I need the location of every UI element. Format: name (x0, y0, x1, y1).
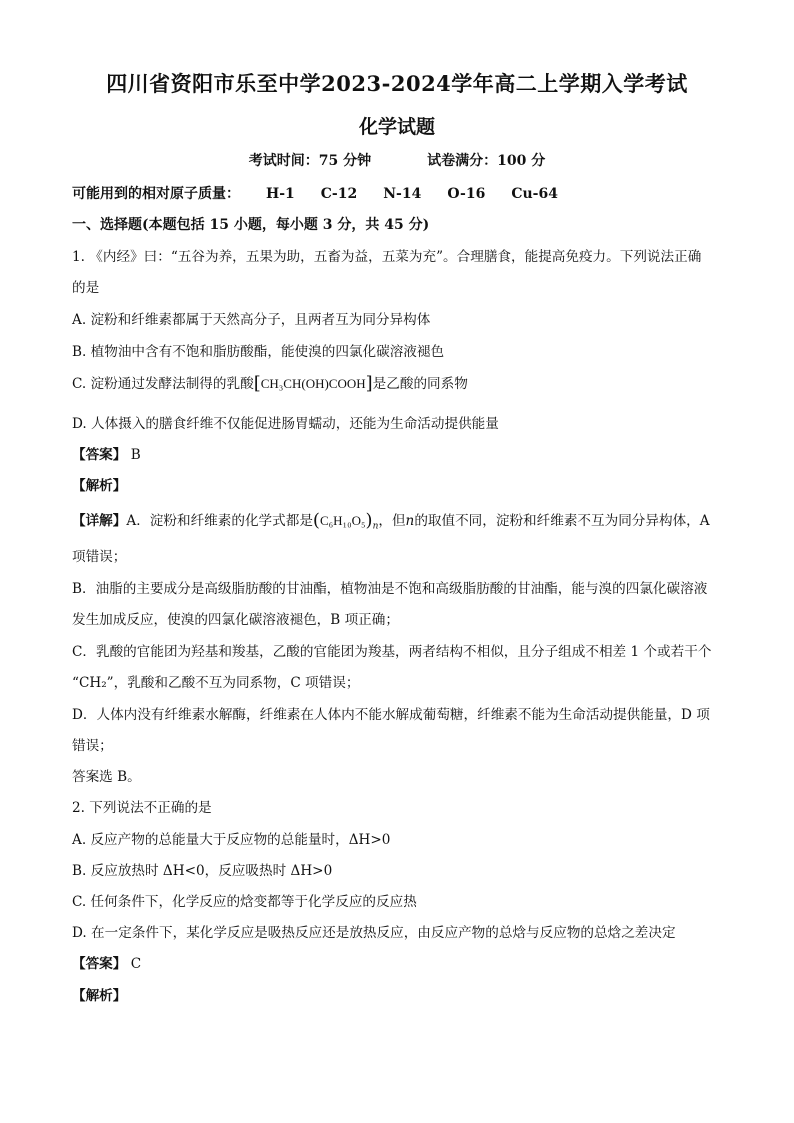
atomic-mass-o: O-16 (447, 186, 486, 202)
full-score: 试卷满分：100 分 (427, 153, 546, 169)
q1-option-c-post: 是乙酸的同系物 (372, 376, 468, 392)
q2-option-c: C. 任何条件下，化学反应的焓变都等于化学反应的反应热 (72, 894, 417, 910)
answer-value: C (130, 956, 142, 972)
detail-tag: 【详解】 (72, 513, 127, 529)
atomic-mass-c: C-12 (320, 186, 358, 202)
exam-time: 考试时间：75 分钟 (248, 153, 372, 169)
q1-detail-a-line2: 项错误； (72, 549, 127, 565)
answer-tag: 【答案】 (72, 447, 127, 463)
starch-formula-n: n (372, 521, 379, 532)
q1-option-b: B. 植物油中含有不饱和脂肪酸酯，能使溴的四氯化碳溶液褪色 (72, 344, 445, 360)
q1-detail-c-line1: C．乳酸的官能团为羟基和羧基，乙酸的官能团为羧基，两者结构不相似，且分子组成不相差 1 个或若干个 (72, 644, 712, 660)
q1-detail-b-line2: 发生加成反应，使溴的四氯化碳溶液褪色，B 项正确； (72, 612, 399, 628)
detail-a-post: 的取值不同，淀粉和纤维素不互为同分异构体，A (414, 513, 710, 529)
q2-analysis-tag: 【解析】 (72, 988, 127, 1004)
answer-value: B (130, 447, 141, 463)
q1-detail-b-line1: B．油脂的主要成分是高级脂肪酸的甘油酯，植物油是不饱和高级脂肪酸的甘油酯，能与溴的四氯化碳溶液 (72, 581, 708, 597)
q1-detail-d-line1: D．人体内没有纤维素水解酶，纤维素在人体内不能水解成葡萄糖，纤维素不能为生命活动提供能量，D 项 (72, 707, 710, 723)
exam-subtitle: 化学试题 (358, 116, 435, 138)
q2-option-d: D. 在一定条件下，某化学反应是吸热反应还是放热反应，由反应产物的总焓与反应物的总焓之差决定 (72, 925, 676, 941)
q1-detail-d-line2: 错误； (72, 738, 113, 754)
atomic-mass-n: N-14 (383, 186, 422, 202)
q1-analysis-tag: 【解析】 (72, 478, 127, 494)
q2-answer (72, 952, 141, 972)
starch-formula: C₆H₁₀O₅ (319, 513, 366, 528)
atomic-mass-label: 可能用到的相对原子质量： (72, 186, 240, 202)
section-title: 一、选择题(本题包括 15 小题，每小题 3 分，共 45 分) (72, 217, 430, 233)
exam-title: 四川省资阳市乐至中学2023-2024学年高二上学期入学考试 (106, 71, 688, 96)
lactic-acid-formula: CH₃CH(OH)COOH (260, 376, 366, 391)
q1-option-a: A. 淀粉和纤维素都属于天然高分子，且两者互为同分异构体 (72, 312, 431, 328)
q1-detail-c-line2: “CH₂”，乳酸和乙酸不互为同系物，C 项错误； (72, 675, 360, 691)
q1-option-d: D. 人体摄入的膳食纤维不仅能促进肠胃蠕动，还能为生命活动提供能量 (72, 416, 499, 432)
q1-option-c-pre: C. 淀粉通过发酵法制得的乳酸 (72, 376, 254, 392)
atomic-mass-cu: Cu-64 (511, 186, 558, 202)
exam-info (0, 150, 794, 170)
q2-option-b: B. 反应放热时 ΔH<0，反应吸热时 ΔH>0 (72, 863, 333, 879)
q1-answer (72, 443, 141, 463)
q1-conclusion: 答案选 B。 (72, 769, 141, 785)
q1-detail-a: 【详解】A．淀粉和纤维素的化学式都是$(C_6H_{10}O_5)_n$，但n的取值不同，淀粉和纤维素不互为同分异构体，A (72, 510, 710, 532)
q1-stem-line2: 的是 (72, 280, 100, 296)
q1-stem-line1: 1. 《内经》曰：“五谷为养，五果为助，五畜为益，五菜为充”。合理膳食，能提高免疫力。下列说法正确 (72, 249, 702, 265)
detail-a-var: n (405, 513, 415, 529)
q2-option-a: A. 反应产物的总能量大于反应物的总能量时，ΔH>0 (72, 832, 391, 848)
q1-option-c: C. 淀粉通过发酵法制得的乳酸[CH₃CH(OH)COOH]是乙酸的同系物 (72, 373, 468, 394)
detail-a-mid: ，但 (378, 513, 406, 529)
atomic-mass-h: H-1 (266, 186, 295, 202)
atomic-masses (72, 183, 558, 203)
detail-a-pre: A．淀粉和纤维素的化学式都是 (126, 513, 313, 529)
answer-tag: 【答案】 (72, 956, 127, 972)
q2-stem: 2. 下列说法不正确的是 (72, 800, 212, 816)
